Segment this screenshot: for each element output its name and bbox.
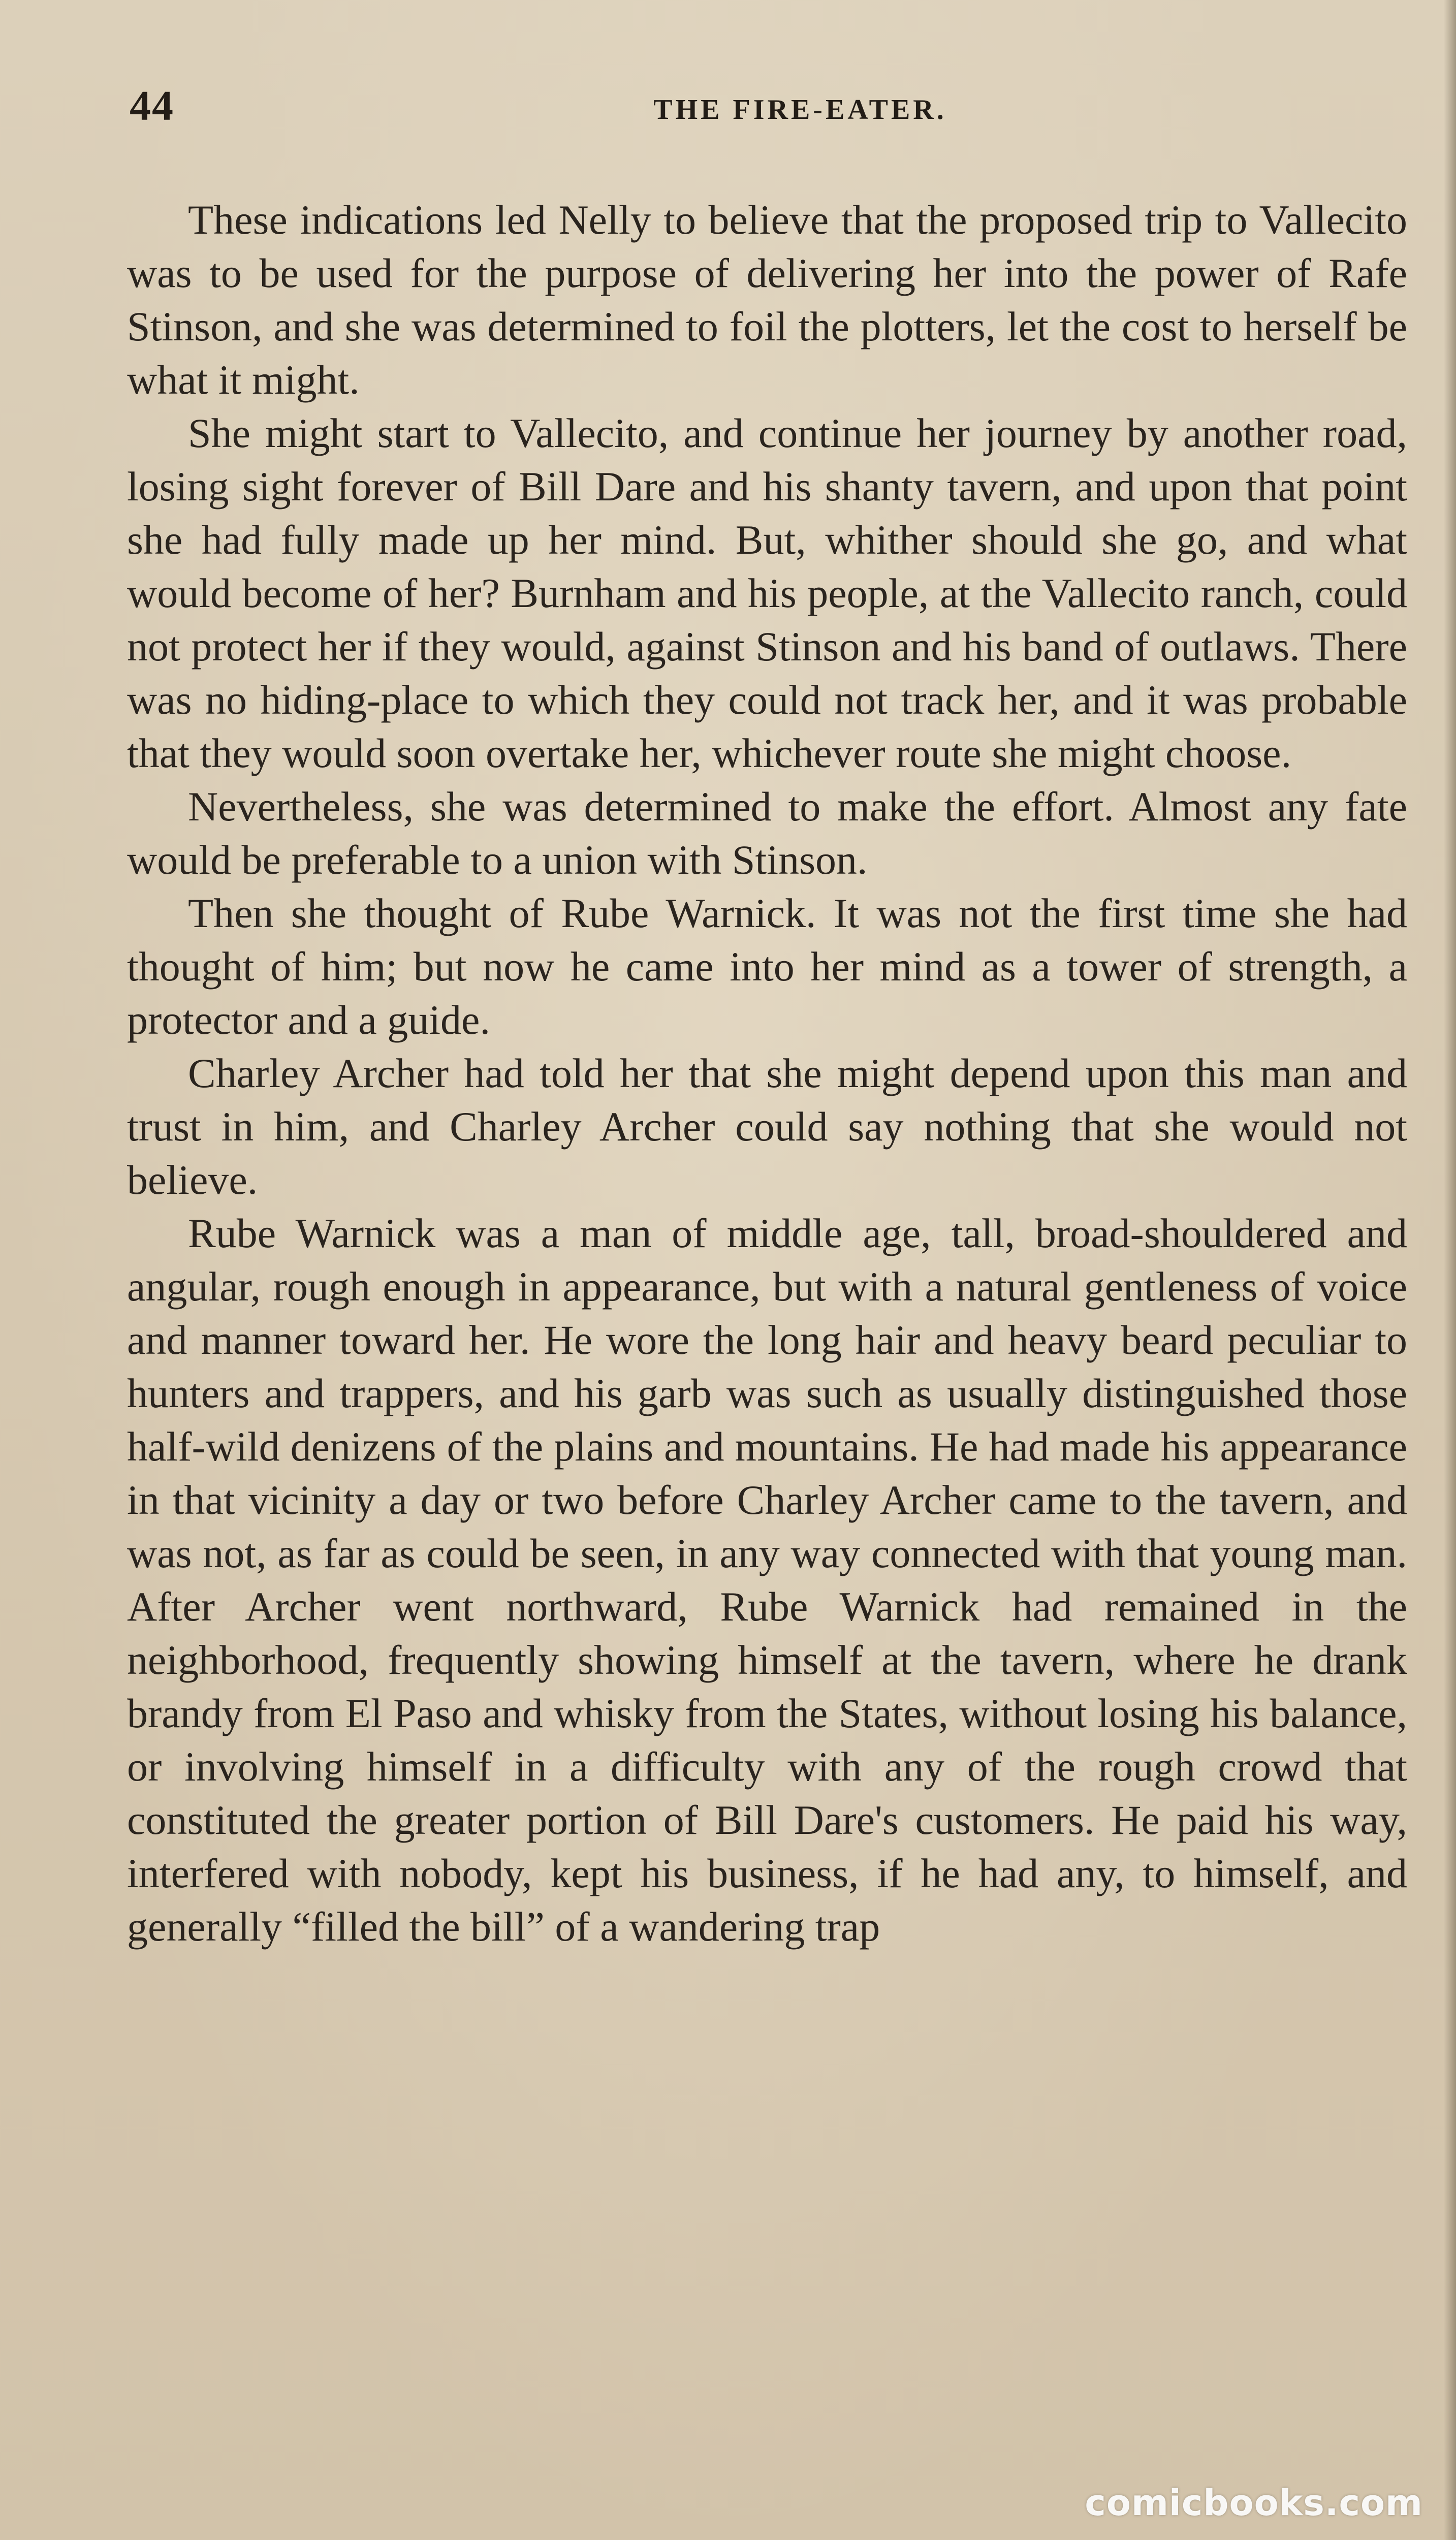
body-text — [127, 193, 1407, 1953]
page-header — [130, 76, 1410, 147]
paragraph: Rube Warnick was a man of middle age, tall, broad-shouldered and angular, rough enough in appearance, but with a natural gentleness of voice and manner toward her. He wore the long hair and heavy beard peculiar to hunters and trappers, and his garb was such as usually distinguished those half-wild denizens of the plains and mountains. He had made his appearance in that vicinity a day or two before Charley Archer came to the tavern, and was not, as far as could be seen, in any way connected with that young man. After Archer went northward, Rube Warnick had remained in the neighborhood, frequently showing himself at the tavern, where he drank brandy from El Paso and whisky from the States, without losing his balance, or involving himself in a difficulty with any of the rough crowd that constituted the greater portion of Bill Dare's customers. He paid his way, interfered with nobody, kept his business, if he had any, to himself, and generally “filled the bill” of a wandering trap — [127, 1210, 1407, 1950]
running-title: THE FIRE-EATER. — [653, 94, 947, 125]
paragraph: Nevertheless, she was determined to make the effort. Almost any fate would be preferable to a union with Stinson. — [127, 783, 1407, 883]
page-edge-shadow — [1444, 0, 1456, 2540]
paragraph: Then she thought of Rube Warnick. It was not the first time she had thought of him; but now he came into her mind as a tower of strength, a protector and a guide. — [127, 890, 1407, 1043]
paragraph: Charley Archer had told her that she might depend upon this man and trust in him, and Charley Archer could say nothing that she would not believe. — [127, 1050, 1407, 1203]
paragraph: She might start to Vallecito, and continue her journey by another road, losing sight forever of Bill Dare and his shanty tavern, and upon that point she had fully made up her mind. But, whither should she go, and what would become of her? Burnham and his people, at the Vallecito ranch, could not protect her if they would, against Stinson and his band of outlaws. There was no hiding-place to which they could not track her, and it was probable that they would soon overtake her, whichever route she might choose. — [127, 410, 1407, 776]
paragraph: These indications led Nelly to believe that the proposed trip to Vallecito was to be used for the purpose of delivering her into the power of Rafe Stinson, and she was determined to foil the plotters, let the cost to herself be what it might. — [127, 197, 1407, 403]
page-number: 44 — [130, 82, 174, 130]
watermark: comicbooks.com — [1085, 2482, 1423, 2524]
